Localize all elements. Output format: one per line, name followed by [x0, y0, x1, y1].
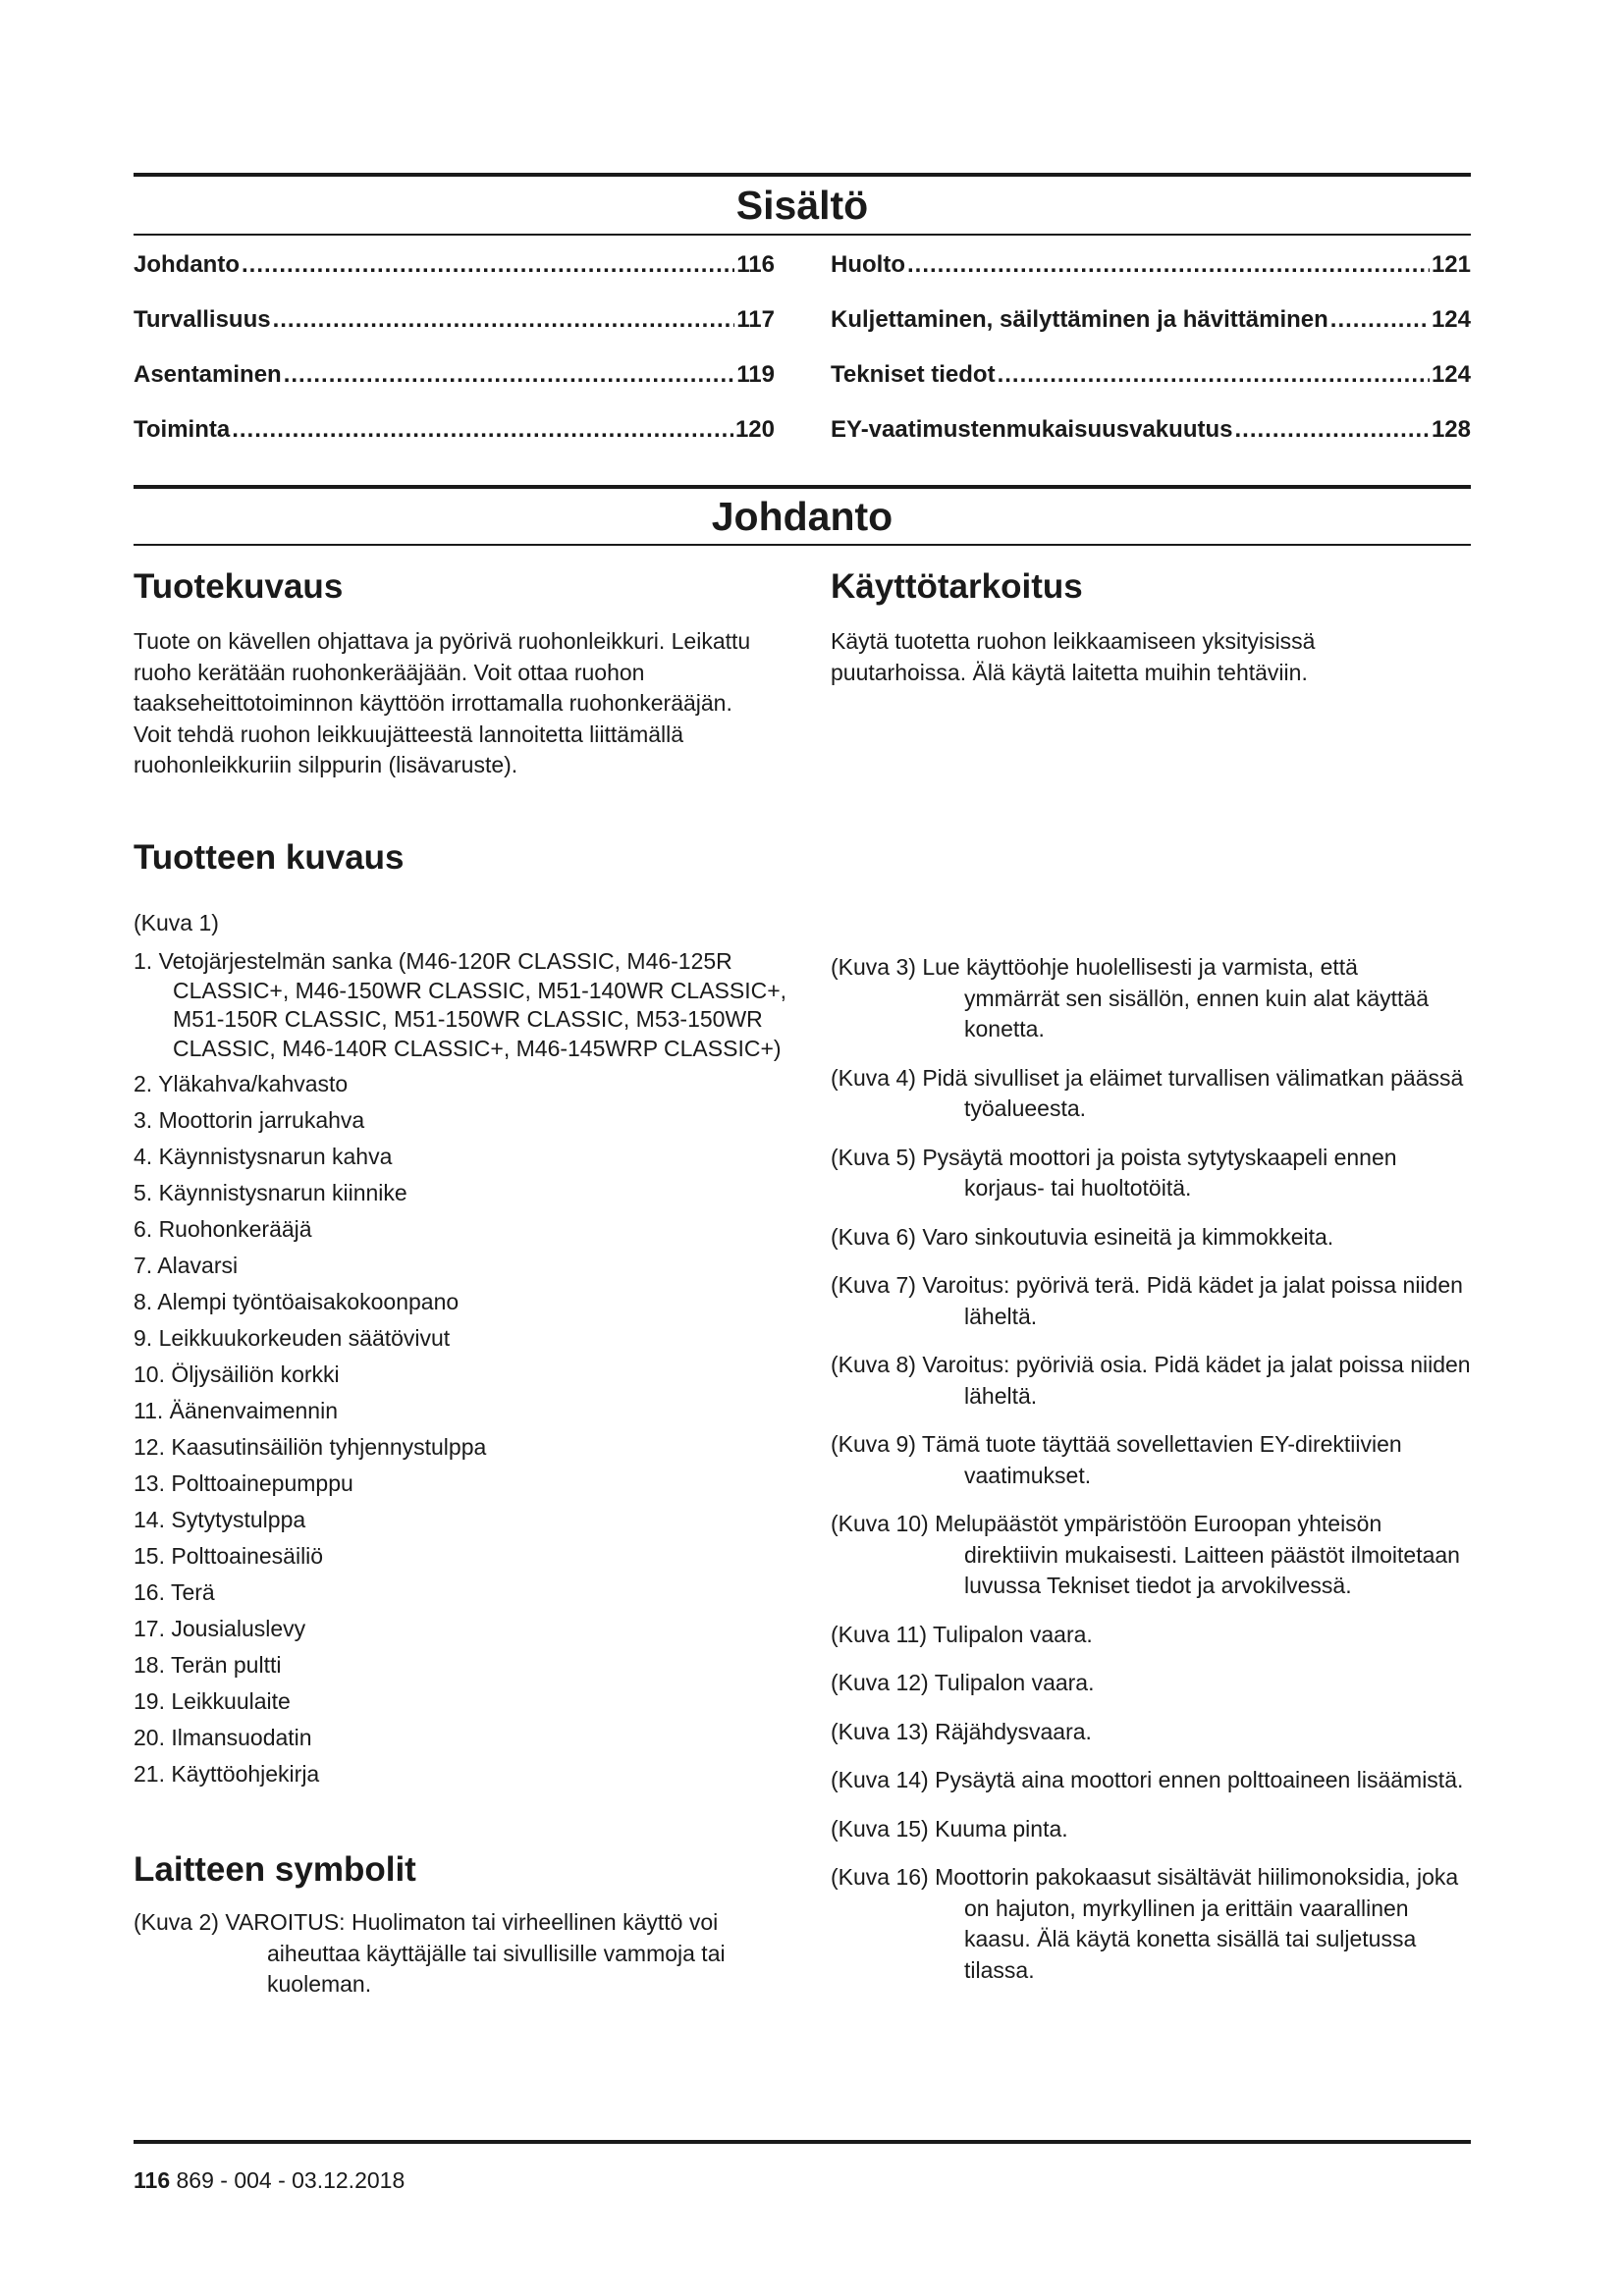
symbol-item: (Kuva 10) Melupäästöt ympäristöön Euroopan yhteisön direktiivin mukaisesti. Laitteen päästöt ilmoitetaan luvussa Tekniset tiedot ja arvokilvessä. [831, 1511, 1460, 1598]
product-desc-text: Tuote on kävellen ohjattava ja pyörivä ruohonleikkuri. Leikattu ruoho kerätään ruohonkerääjään. Voit ottaa ruohon taakseheittotoiminnon käyttöön irrottamalla ruohonkerääjän. Voit tehdä ruohon leikkuujätteestä lannoitetta liittämällä ruohonleikkuriin silppurin (lisävaruste). [134, 628, 751, 777]
list-item: 3. Moottorin jarrukahva [134, 1107, 365, 1133]
list-item: 7. Alavarsi [134, 1253, 239, 1278]
toc-entry[interactable]: Tekniset tiedot ..... 124 [831, 361, 1471, 416]
intended-use-text: Käytä tuotetta ruohon leikkaamiseen yksityisissä puutarhoissa. Älä käytä laitetta muihin tehtäviin. [831, 628, 1316, 685]
symbol-item: (Kuva 4) Pidä sivulliset ja eläimet turvallisen välimatkan päässä työalueesta. [831, 1064, 1464, 1121]
symbol-item: (Kuva 8) Varoitus: pyöriviä osia. Pidä kädet ja jalat poissa niiden läheltä. [831, 1352, 1471, 1409]
intro-title: Johdanto [711, 494, 893, 539]
symbol-item: (Kuva 2) VAROITUS: Huolimaton tai virheellinen käyttö voi aiheuttaa käyttäjälle tai sivullisille vammoja tai kuoleman. [134, 1909, 726, 1997]
symbol-item: (Kuva 6) Varo sinkoutuvia esineitä ja kimmokkeita. [831, 1223, 1334, 1250]
symbol-item: (Kuva 16) Moottorin pakokaasut sisältävät hiilimonoksidia, joka on hajuton, myrkyllinen ja erittäin vaarallinen kaasu. Älä käytä konetta sisällä tai suljetussa tilassa. [831, 1864, 1459, 1983]
list-item: 12. Kaasutinsäiliön tyhjennystulppa [134, 1434, 487, 1460]
list-item: 5. Käynnistysnarun kiinnike [134, 1180, 407, 1205]
list-item: 15. Polttoainesäiliö [134, 1543, 324, 1569]
symbol-item: (Kuva 9) Tämä tuote täyttää sovellettavien EY-direktiivien vaatimukset. [831, 1431, 1402, 1488]
list-item: 9. Leikkuukorkeuden säätövivut [134, 1325, 451, 1351]
symbol-item: (Kuva 7) Varoitus: pyörivä terä. Pidä kädet ja jalat poissa niiden läheltä. [831, 1272, 1463, 1329]
symbol-item: (Kuva 11) Tulipalon vaara. [831, 1621, 1093, 1647]
intro-top-rule [134, 485, 1471, 489]
list-item: 21. Käyttöohjekirja [134, 1761, 320, 1787]
list-item: 4. Käynnistysnarun kahva [134, 1144, 393, 1169]
intro-title-rule [134, 544, 1471, 546]
page-footer [134, 2167, 405, 2194]
toc-top-rule [134, 173, 1471, 177]
list-item: 17. Jousialuslevy [134, 1616, 306, 1641]
list-item: 10. Öljysäiliön korkki [134, 1362, 340, 1387]
toc-right-column [831, 251, 1471, 471]
page-number: 116 [134, 2167, 171, 2193]
list-item: 19. Leikkuulaite [134, 1688, 291, 1714]
symbol-item: (Kuva 3) Lue käyttöohje huolellisesti ja varmista, että ymmärrät sen sisällön, ennen kuin alat käyttää konetta. [831, 954, 1430, 1041]
document-reference: 869 - 004 - 03.12.2018 [176, 2167, 406, 2193]
toc-title: Sisältö [735, 183, 869, 228]
list-item: 13. Polttoainepumppu [134, 1470, 353, 1496]
list-item: 16. Terä [134, 1579, 215, 1605]
parts-list [134, 947, 787, 1796]
overview-heading: Tuotteen kuvaus [134, 838, 405, 877]
toc-entry[interactable]: Turvallisuus ..... 117 [134, 306, 775, 361]
symbol-item: (Kuva 14) Pysäytä aina moottori ennen polttoaineen lisäämistä. [831, 1767, 1464, 1792]
footer-rule [134, 2140, 1471, 2144]
symbol-item: (Kuva 5) Pysäytä moottori ja poista sytytyskaapeli ennen korjaus- tai huoltotöitä. [831, 1144, 1397, 1201]
toc-entry[interactable]: Johdanto ..... 116 [134, 251, 775, 306]
list-item: 14. Sytytystulppa [134, 1507, 306, 1532]
symbol-item: (Kuva 13) Räjähdysvaara. [831, 1718, 1092, 1744]
list-item: 1. Vetojärjestelmän sanka (M46-120R CLASSIC, M46-125R CLASSIC+, M46-150WR CLASSIC, M51-140WR CLASSIC+, M51-150R CLASSIC, M51-150WR CLASSIC, M53-150WR CLASSIC, M46-140R CLASSIC+, M46-145WRP CLASSIC+) [134, 948, 787, 1061]
toc-left-column [134, 251, 775, 471]
list-item: 20. Ilmansuodatin [134, 1725, 312, 1750]
toc-entry[interactable]: Huolto ..... 121 [831, 251, 1471, 306]
page [134, 0, 1471, 2296]
symbols-list [831, 952, 1471, 2003]
toc-entry[interactable]: Kuljettaminen, säilyttäminen ja hävittäminen ..... 124 [831, 306, 1471, 361]
toc-entry[interactable]: Toiminta ..... 120 [134, 416, 775, 471]
toc-entry[interactable]: EY-vaatimustenmukaisuusvakuutus ..... 128 [831, 416, 1471, 471]
intended-use-heading: Käyttötarkoitus [831, 567, 1083, 606]
overview-figure-ref: (Kuva 1) [134, 910, 219, 935]
symbol-item: (Kuva 12) Tulipalon vaara. [831, 1670, 1095, 1695]
toc-title-rule [134, 234, 1471, 236]
symbols-heading: Laitteen symbolit [134, 1850, 416, 1889]
list-item: 6. Ruohonkerääjä [134, 1216, 312, 1242]
list-item: 11. Äänenvaimennin [134, 1398, 338, 1423]
list-item: 2. Yläkahva/kahvasto [134, 1071, 349, 1096]
product-desc-heading: Tuotekuvaus [134, 567, 344, 606]
list-item: 8. Alempi työntöaisakokoonpano [134, 1289, 460, 1314]
toc-entry[interactable]: Asentaminen ..... 119 [134, 361, 775, 416]
symbol-item: (Kuva 15) Kuuma pinta. [831, 1815, 1068, 1842]
list-item: 18. Terän pultti [134, 1652, 282, 1678]
